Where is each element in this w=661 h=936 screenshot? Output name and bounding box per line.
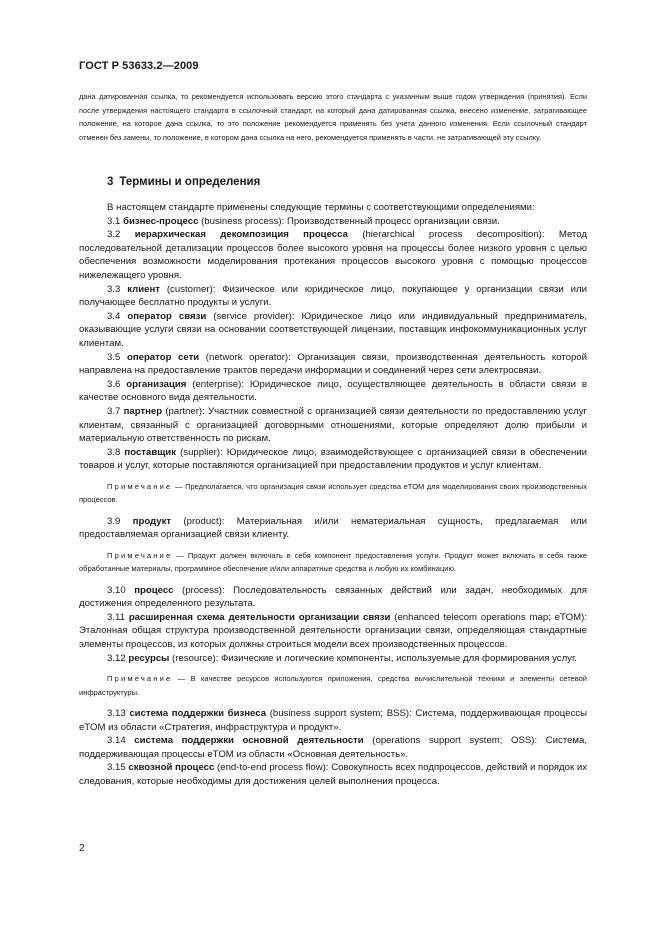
definitions-list bbox=[79, 201, 587, 789]
note-paragraph bbox=[79, 480, 587, 507]
definition-entry bbox=[79, 405, 587, 446]
entry-term: расширенная схема деятельности организации связи bbox=[128, 611, 391, 623]
entry-term: система поддержки бизнеса bbox=[129, 708, 267, 720]
definition-entry bbox=[79, 515, 587, 542]
entry-number: 3.7 bbox=[107, 405, 121, 417]
entry-number: 3.6 bbox=[107, 378, 121, 390]
note-text: — Продукт должен включать в себя компонент предоставления услуги. Продукт может включать в себя также обработанные материалы, программное обеспечение и/или аппаратные средства и любую их комбинацию. bbox=[79, 550, 587, 574]
entry-definition: (enhanced telecom operations map; eTOM): Эталонная общая структура производственной деятельности организации связи, определяющая стандартные элементы процессов, из которых должны строиться модели всех производственных процессов. bbox=[79, 611, 587, 651]
note-label: Примечание bbox=[107, 550, 173, 560]
entry-term: процесс bbox=[134, 584, 174, 596]
entry-term: клиент bbox=[127, 283, 160, 295]
entry-term: оператор связи bbox=[127, 310, 207, 322]
entry-number: 3.5 bbox=[107, 351, 121, 363]
entry-term: поставщик bbox=[124, 446, 177, 458]
entry-definition: (process): Последовательность связанных действий или задач, необходимых для достижения определенного результата. bbox=[79, 584, 588, 610]
entry-number: 3.2 bbox=[107, 229, 121, 241]
definition-entry bbox=[79, 310, 587, 351]
note-text: — В качестве ресурсов используются приложения, средства вычислительной техники и элементы сетевой инфраструктуры. bbox=[79, 674, 587, 697]
entry-term: сквозной процесс bbox=[128, 762, 215, 774]
entry-definition: (business support system; BSS): Система, поддерживающая процессы eTOM из области «Стратегия, инфраструктура и продукт». bbox=[79, 708, 587, 733]
entry-term: партнер bbox=[123, 405, 163, 417]
definition-entry bbox=[79, 707, 587, 734]
definition-entry bbox=[79, 652, 587, 666]
entry-number: 3.13 bbox=[107, 708, 126, 720]
entry-term: оператор сети bbox=[126, 351, 200, 363]
intro-paragraph bbox=[79, 90, 587, 144]
entry-number: 3.15 bbox=[107, 762, 126, 774]
entry-definition: (business process): Производственный процесс организации связи. bbox=[198, 215, 500, 227]
note-paragraph bbox=[79, 672, 587, 699]
entry-number: 3.1 bbox=[107, 215, 121, 227]
section-number: 3 bbox=[107, 176, 114, 188]
entry-number: 3.8 bbox=[107, 446, 121, 458]
definition-entry bbox=[79, 283, 587, 310]
note-label: Примечание bbox=[107, 481, 173, 491]
intro-text: дана датированная ссылка, то рекомендуется использовать версию этого стандарта с указанным выше годом утверждения (принятия). Если после утверждения настоящего стандарта в ссылочный стандарт, на который дана датированная ссылка, внесено изменение, затрагивающее положение, на которое дана ссылка, то это положение рекомендуется применять без учета данного изменения. Если ссылочный стандарт отменен без замены, то положение, в котором дана ссылка на него, рекомендуется применять в части, не затрагивающей эту ссылку. bbox=[79, 92, 587, 142]
definition-entry bbox=[79, 734, 587, 761]
entry-definition: (end-to-end process flow): Совокупность всех подпроцессов, действий и порядок их следования, которые необходимы для достижения целей выполнения процесса. bbox=[79, 762, 587, 788]
lead-paragraph: В настоящем стандарте применены следующие термины с соответствующими определениями: bbox=[107, 202, 535, 213]
definition-entry bbox=[79, 584, 587, 611]
document-code-header: ГОСТ Р 53633.2—2009 bbox=[79, 60, 199, 72]
definition-entry bbox=[79, 228, 587, 282]
entry-term: организация bbox=[126, 378, 187, 390]
entry-definition: (hierarchical process decomposition): Метод последовательной детализации процессов более высокого уровня на процессы более низкого уровня с целью обеспечения возможности моделирования протекания процессов высокого уровня с помощью процессов нижележащего уровня. bbox=[79, 229, 588, 281]
note-paragraph bbox=[79, 549, 587, 576]
entry-definition: (service provider): Юридическое лицо или индивидуальный предприниматель, оказывающие услуги связи на основании соответствующей лицензии, поставщик инфокоммуникационных услуг клиентам. bbox=[79, 310, 588, 349]
entry-definition: (supplier): Юридическое лицо, взаимодействующее с организацией связи в обеспечении товаров и услуг, которые поставляются организацией при предоставлении продуктов и услуг клиентам. bbox=[79, 446, 587, 472]
section-title: Термины и определения bbox=[119, 176, 261, 188]
note-text: — Предполагается, что организация связи использует средства eTOM для моделирования своих производственных процессов. bbox=[79, 481, 587, 505]
entry-term: бизнес-процесс bbox=[123, 215, 199, 227]
entry-definition: (operations support system; OSS): Система, поддерживающая процессы eTOM из области «Основная деятельность». bbox=[79, 735, 588, 760]
section-heading bbox=[107, 176, 260, 188]
entry-number: 3.9 bbox=[107, 515, 121, 527]
entry-definition: (product): Материальная и/или нематериальная сущность, предлагаемая или предоставляемая организацией связи клиенту. bbox=[79, 515, 587, 541]
entry-definition: (network operator): Организация связи, производственная деятельность которой направлена на предоставление трактов передачи информации и соединений через сети электросвязи. bbox=[79, 351, 587, 377]
entry-number: 3.12 bbox=[107, 652, 126, 664]
page-number: 2 bbox=[79, 843, 85, 854]
entry-definition: (enterprise): Юридическое лицо, осуществляющее деятельность в области связи в качестве основного вида деятельности. bbox=[79, 378, 588, 404]
entry-term: продукт bbox=[132, 515, 172, 527]
entry-definition: (partner): Участник совместной с организацией связи деятельности по предоставлению услуг клиентам, связанный с организацией договорными отношениями, которые определяют долю прибыли и материальную ответственность по рискам. bbox=[79, 405, 587, 445]
entry-definition: (customer): Физическое или юридическое лицо, покупающее у организации связи или получающее бесплатно продукты и услуги. bbox=[79, 283, 587, 309]
entry-number: 3.3 bbox=[107, 283, 121, 295]
entry-number: 3.10 bbox=[107, 584, 126, 596]
definition-entry bbox=[79, 611, 587, 652]
entry-number: 3.14 bbox=[107, 735, 126, 747]
definition-entry bbox=[79, 378, 587, 405]
entry-term: ресурсы bbox=[128, 652, 170, 664]
entry-term: система поддержки основной деятельности bbox=[134, 735, 364, 747]
definition-entry bbox=[79, 351, 587, 378]
entry-definition: (resource): Физические и логические компоненты, используемые для формирования услуг. bbox=[169, 652, 577, 664]
entry-number: 3.4 bbox=[107, 310, 121, 322]
note-label: Примечание bbox=[107, 674, 173, 684]
definition-entry bbox=[79, 446, 587, 473]
definition-entry bbox=[79, 761, 587, 788]
definition-entry bbox=[79, 215, 587, 229]
entry-number: 3.11 bbox=[107, 611, 125, 623]
entry-term: иерархическая декомпозиция процесса bbox=[134, 229, 348, 241]
